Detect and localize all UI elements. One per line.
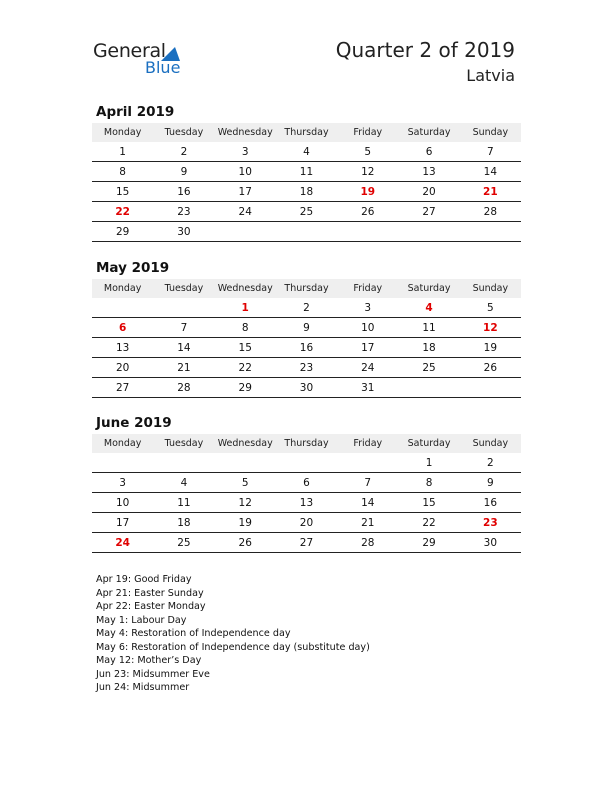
week-row bbox=[92, 318, 521, 338]
weekday-header: Saturday bbox=[398, 434, 459, 453]
day-cell: 21 bbox=[153, 358, 214, 378]
day-cell: 3 bbox=[215, 142, 276, 162]
day-cell: 6 bbox=[398, 142, 459, 162]
day-cell: 29 bbox=[398, 533, 459, 553]
day-cell: 11 bbox=[398, 318, 459, 338]
day-cell: 23 bbox=[460, 513, 521, 533]
day-cell: 10 bbox=[92, 493, 153, 513]
day-cell: 29 bbox=[92, 222, 153, 242]
day-cell: 1 bbox=[398, 453, 459, 473]
day-cell: 24 bbox=[92, 533, 153, 553]
day-cell: 6 bbox=[92, 318, 153, 338]
day-cell: 12 bbox=[337, 162, 398, 182]
week-row bbox=[92, 513, 521, 533]
day-cell: 2 bbox=[276, 298, 337, 318]
holiday-item: Apr 22: Easter Monday bbox=[96, 601, 206, 612]
week-row bbox=[92, 473, 521, 493]
day-cell: 12 bbox=[460, 318, 521, 338]
calendar-grid bbox=[92, 434, 521, 553]
day-cell: 20 bbox=[92, 358, 153, 378]
weekday-header: Monday bbox=[92, 434, 153, 453]
generalblue-logo bbox=[93, 40, 193, 80]
day-cell: 11 bbox=[276, 162, 337, 182]
holiday-item: May 1: Labour Day bbox=[96, 614, 187, 626]
day-cell: 15 bbox=[215, 338, 276, 358]
day-cell: 5 bbox=[215, 473, 276, 493]
day-cell: 30 bbox=[276, 378, 337, 398]
day-cell bbox=[398, 378, 459, 398]
logo-text-blue: Blue bbox=[145, 58, 181, 77]
holiday-list bbox=[96, 573, 370, 695]
day-cell: 26 bbox=[215, 533, 276, 553]
holiday-item: Jun 24: Midsummer bbox=[96, 682, 190, 693]
day-cell: 7 bbox=[153, 318, 214, 338]
holiday-item: May 6: Restoration of Independence day (substitute day) bbox=[96, 641, 370, 653]
day-cell bbox=[276, 222, 337, 242]
weekday-header: Tuesday bbox=[153, 279, 214, 298]
week-row bbox=[92, 298, 521, 318]
weekday-header: Monday bbox=[92, 123, 153, 142]
weekday-header-row bbox=[92, 123, 521, 142]
holiday-item: Jun 23: Midsummer Eve bbox=[96, 668, 210, 680]
day-cell: 9 bbox=[276, 318, 337, 338]
day-cell: 18 bbox=[153, 513, 214, 533]
week-row bbox=[92, 222, 521, 242]
day-cell bbox=[92, 298, 153, 318]
page-title: Quarter 2 of 2019 bbox=[335, 38, 515, 62]
day-cell: 23 bbox=[276, 358, 337, 378]
weekday-header: Wednesday bbox=[215, 434, 276, 453]
day-cell bbox=[276, 453, 337, 473]
day-cell: 3 bbox=[337, 298, 398, 318]
day-cell bbox=[153, 298, 214, 318]
day-cell: 25 bbox=[398, 358, 459, 378]
day-cell: 19 bbox=[215, 513, 276, 533]
day-cell: 28 bbox=[153, 378, 214, 398]
day-cell: 8 bbox=[215, 318, 276, 338]
day-cell bbox=[215, 453, 276, 473]
day-cell: 20 bbox=[398, 182, 459, 202]
day-cell: 19 bbox=[337, 182, 398, 202]
week-row bbox=[92, 533, 521, 553]
day-cell: 30 bbox=[153, 222, 214, 242]
week-row bbox=[92, 338, 521, 358]
calendar-grid bbox=[92, 123, 521, 242]
holiday-item: Apr 21: Easter Sunday bbox=[96, 587, 204, 599]
week-row bbox=[92, 142, 521, 162]
day-cell: 2 bbox=[153, 142, 214, 162]
day-cell: 2 bbox=[460, 453, 521, 473]
day-cell: 11 bbox=[153, 493, 214, 513]
weekday-header: Thursday bbox=[276, 123, 337, 142]
day-cell: 15 bbox=[92, 182, 153, 202]
day-cell: 5 bbox=[460, 298, 521, 318]
month-title: May 2019 bbox=[96, 260, 170, 276]
week-row bbox=[92, 378, 521, 398]
weekday-header: Sunday bbox=[460, 434, 521, 453]
weekday-header: Tuesday bbox=[153, 123, 214, 142]
week-row bbox=[92, 162, 521, 182]
day-cell: 29 bbox=[215, 378, 276, 398]
day-cell: 10 bbox=[215, 162, 276, 182]
day-cell: 4 bbox=[398, 298, 459, 318]
weekday-header: Saturday bbox=[398, 123, 459, 142]
day-cell: 14 bbox=[153, 338, 214, 358]
weekday-header: Wednesday bbox=[215, 279, 276, 298]
week-row bbox=[92, 202, 521, 222]
day-cell: 28 bbox=[460, 202, 521, 222]
day-cell: 6 bbox=[276, 473, 337, 493]
day-cell bbox=[92, 453, 153, 473]
day-cell: 9 bbox=[460, 473, 521, 493]
day-cell: 8 bbox=[398, 473, 459, 493]
weekday-header: Friday bbox=[337, 434, 398, 453]
day-cell bbox=[460, 222, 521, 242]
weekday-header: Sunday bbox=[460, 279, 521, 298]
weekday-header: Sunday bbox=[460, 123, 521, 142]
day-cell: 19 bbox=[460, 338, 521, 358]
day-cell: 7 bbox=[337, 473, 398, 493]
day-cell: 27 bbox=[276, 533, 337, 553]
weekday-header: Friday bbox=[337, 123, 398, 142]
day-cell: 18 bbox=[276, 182, 337, 202]
day-cell: 24 bbox=[337, 358, 398, 378]
holiday-item: May 4: Restoration of Independence day bbox=[96, 628, 291, 639]
day-cell: 5 bbox=[337, 142, 398, 162]
day-cell: 14 bbox=[337, 493, 398, 513]
day-cell: 10 bbox=[337, 318, 398, 338]
day-cell bbox=[398, 222, 459, 242]
day-cell: 24 bbox=[215, 202, 276, 222]
day-cell: 16 bbox=[460, 493, 521, 513]
day-cell: 16 bbox=[153, 182, 214, 202]
day-cell: 8 bbox=[92, 162, 153, 182]
calendar-grid bbox=[92, 279, 521, 398]
holiday-item: May 12: Mother’s Day bbox=[96, 655, 202, 666]
day-cell: 3 bbox=[92, 473, 153, 493]
logo-text-general: General bbox=[93, 40, 166, 62]
month-may bbox=[92, 259, 521, 398]
weekday-header: Thursday bbox=[276, 279, 337, 298]
day-cell: 9 bbox=[153, 162, 214, 182]
day-cell: 26 bbox=[337, 202, 398, 222]
day-cell bbox=[460, 378, 521, 398]
day-cell: 4 bbox=[153, 473, 214, 493]
day-cell: 13 bbox=[276, 493, 337, 513]
day-cell bbox=[215, 222, 276, 242]
day-cell: 27 bbox=[92, 378, 153, 398]
day-cell: 20 bbox=[276, 513, 337, 533]
day-cell bbox=[153, 453, 214, 473]
day-cell: 13 bbox=[92, 338, 153, 358]
day-cell: 18 bbox=[398, 338, 459, 358]
day-cell: 12 bbox=[215, 493, 276, 513]
weekday-header: Wednesday bbox=[215, 123, 276, 142]
day-cell: 21 bbox=[337, 513, 398, 533]
day-cell: 16 bbox=[276, 338, 337, 358]
day-cell: 22 bbox=[398, 513, 459, 533]
day-cell: 17 bbox=[337, 338, 398, 358]
weekday-header: Friday bbox=[337, 279, 398, 298]
day-cell bbox=[337, 453, 398, 473]
day-cell: 26 bbox=[460, 358, 521, 378]
weekday-header-row bbox=[92, 279, 521, 298]
day-cell: 17 bbox=[215, 182, 276, 202]
weekday-header: Saturday bbox=[398, 279, 459, 298]
day-cell: 28 bbox=[337, 533, 398, 553]
day-cell: 14 bbox=[460, 162, 521, 182]
day-cell: 22 bbox=[92, 202, 153, 222]
day-cell: 4 bbox=[276, 142, 337, 162]
day-cell: 25 bbox=[276, 202, 337, 222]
month-april bbox=[92, 103, 521, 242]
day-cell: 21 bbox=[460, 182, 521, 202]
day-cell: 25 bbox=[153, 533, 214, 553]
month-title: June 2019 bbox=[96, 415, 172, 431]
day-cell: 13 bbox=[398, 162, 459, 182]
day-cell: 27 bbox=[398, 202, 459, 222]
month-june bbox=[92, 414, 521, 553]
country-label: Latvia bbox=[466, 66, 515, 85]
holiday-item: Apr 19: Good Friday bbox=[96, 574, 192, 585]
day-cell: 15 bbox=[398, 493, 459, 513]
day-cell: 23 bbox=[153, 202, 214, 222]
day-cell: 30 bbox=[460, 533, 521, 553]
month-title: April 2019 bbox=[96, 104, 175, 120]
week-row bbox=[92, 182, 521, 202]
day-cell: 1 bbox=[215, 298, 276, 318]
weekday-header-row bbox=[92, 434, 521, 453]
day-cell: 31 bbox=[337, 378, 398, 398]
week-row bbox=[92, 358, 521, 378]
week-row bbox=[92, 493, 521, 513]
day-cell: 1 bbox=[92, 142, 153, 162]
weekday-header: Tuesday bbox=[153, 434, 214, 453]
day-cell: 7 bbox=[460, 142, 521, 162]
day-cell: 17 bbox=[92, 513, 153, 533]
weekday-header: Thursday bbox=[276, 434, 337, 453]
day-cell bbox=[337, 222, 398, 242]
week-row bbox=[92, 453, 521, 473]
day-cell: 22 bbox=[215, 358, 276, 378]
weekday-header: Monday bbox=[92, 279, 153, 298]
